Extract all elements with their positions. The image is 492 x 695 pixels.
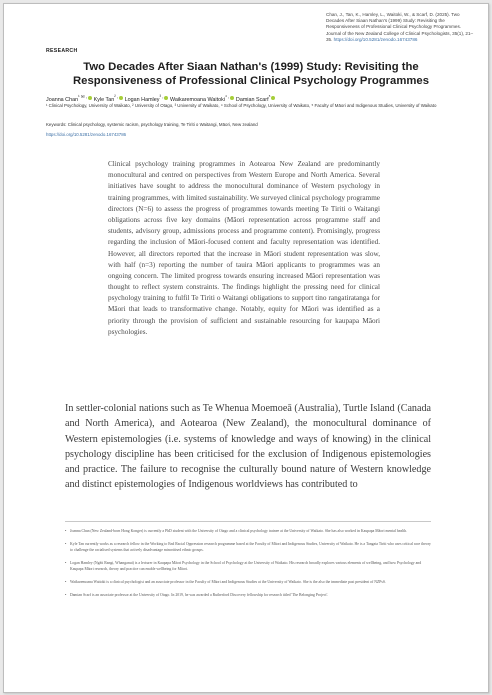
running-citation bbox=[326, 12, 476, 43]
footnote bbox=[65, 541, 431, 553]
footnote bbox=[65, 579, 431, 585]
author-affiliations: ¹ Clinical Psychology, University of Waikato, ² University of Otago, ³ University of Waikato, ⁴ School of Psychology, University of Waikato, ⁵ Faculty of Māori and Indigenous Studies, University of Waikato bbox=[46, 103, 437, 108]
author-name: Logan Hamley bbox=[124, 96, 160, 103]
footnote-divider bbox=[65, 521, 431, 522]
author-name: Kyle Tan bbox=[93, 96, 115, 103]
footnote bbox=[65, 560, 431, 572]
footnote-text: Kyle Tan currently works as a research fellow in the Working to End Racial Oppression research programme based at the Faculty of Māori and Indigenous Studies, University of Waikato. He is a Tangata Tiriti who uses critical race theory to challenge the racialised systems that actively disadvantage minoritised ethnic groups. bbox=[70, 542, 431, 552]
footnote-text: Joanna Chan (New Zealand-born Hong Konger) is currently a PhD student with the University of Otago and a clinical psychology trainee at the University of Waikato. She has also worked in Kaupapa Māori mental health. bbox=[70, 529, 408, 533]
author-name: Damian Scarf bbox=[235, 96, 269, 103]
footnote bbox=[65, 528, 431, 534]
bullet-icon: • bbox=[65, 561, 67, 565]
author-marks: ⁴ , bbox=[224, 94, 230, 99]
footnote-text: Logan Hamley (Ngāti Rangi, Whanganui) is a lecturer in Kaupapa Māori Psychology in the School of Psychology at the University of Waikato. His research broadly explores various elements of wellbeing, and how Psychology and Kaupapa Māori research, theory and practice can enable wellbeing for Māori. bbox=[70, 561, 422, 571]
orcid-icon[interactable] bbox=[164, 96, 168, 100]
bullet-icon: • bbox=[65, 593, 67, 597]
orcid-icon[interactable] bbox=[119, 96, 123, 100]
orcid-icon[interactable] bbox=[230, 96, 234, 100]
body-paragraph: In settler-colonial nations such as Te Whenua Moemoeā (Australia), Turtle Island (Canada and North America), and Aotearoa (New Zealand), the monocultural dominance of Western epistemologies (i.e. systems of knowledge and ways of knowing) in the clinical psychology discipline has been criticised for the exclusion of Indigenous epistemologies and practice. The failure to recognise the culturally bound nature of Western knowledge and distinct epistemologies of Indigenous worldviews has contributed to bbox=[65, 403, 431, 491]
citation-text: Chan, J., Tan, K., Hamley, L., Waitoki, W., & Scarf, D. (2025). Two Decades After Siaan Nathan's (1999) Study: Revisiting the Responsiveness of Professional Clinical Psychology Programmes. Journal of the New Zealand College of Clinical Psychologists, 35(1), 21–35. bbox=[326, 12, 474, 42]
article-title: Two Decades After Siaan Nathan's (1999) Study: Revisiting the Responsiveness of Professional Clinical Psychology Programmes bbox=[73, 61, 429, 87]
author-marks: ⁵ bbox=[268, 94, 271, 99]
author-footnotes bbox=[65, 528, 431, 605]
footnote bbox=[65, 592, 431, 598]
bullet-icon: • bbox=[65, 580, 67, 584]
journal-page bbox=[3, 3, 489, 693]
bullet-icon: • bbox=[65, 542, 67, 546]
doi-link[interactable]: https://doi.org/10.5281/zenodo.16743786 bbox=[46, 132, 127, 137]
author-name: Waikaremoana Waitoki bbox=[169, 96, 225, 103]
bullet-icon: • bbox=[65, 529, 67, 533]
author-marks: ³ , bbox=[159, 94, 164, 99]
citation-doi-link[interactable]: https://doi.org/10.5281/zenodo.16743786 bbox=[333, 36, 418, 42]
author-name: Joanna Chan bbox=[46, 96, 79, 103]
author-marks: ² , bbox=[114, 94, 119, 99]
author-marks: ¹ ✉ , bbox=[78, 94, 88, 99]
abstract: Clinical psychology training programmes in Aotearoa New Zealand are predominantly monocultural and centred on perspectives from Western Europe and North America. Several initiatives have sought to address the monocultural dominance of Western psychology in training programmes, with limited sustainability. We surveyed clinical psychology programme directors (N=6) to assess the progress of programmes towards meeting Te Tiriti o Waitangi obligations across five key domains (Māori representation across programme staff and students, advisory group, admissions process and programme content). Promisingly, progress regarding the inclusion of Māori-focused content and faculty representation was identified. However, all directors reported that the increase in Māori student representation was slow, with half (n=3) reporting the number of tauira Māori applicants to programmes was an ongoing concern. The limited progress towards ensuring increased Māori representation was thought to reflect system constraints. The findings highlight the pressing need for clinical psychology training to fulfil Te Tiriti o Waitangi obligations to support tino rangatiratanga for Māori that leads to transformative change. Notably, equity for Māori was identified as a priority through the provision of sufficient and sustainable resourcing for kaupapa Māori psychologies. bbox=[108, 160, 380, 336]
footnote-text: Waikaremoana Waitoki is a clinical psychologist and an associate professor in the Faculty of Māori and Indigenous Studies at the University of Waikato. She is the also the immediate past president of NZPsS. bbox=[70, 580, 386, 584]
orcid-icon[interactable] bbox=[88, 96, 92, 100]
footnote-text: Damian Scarf is an associate professor at the University of Otago. In 2019, he was awarded a Rutherford Discovery fellowship for research titled 'The Belonging Project'. bbox=[70, 593, 329, 597]
section-label: RESEARCH bbox=[46, 48, 78, 54]
orcid-icon[interactable] bbox=[268, 94, 275, 100]
keywords: Keywords: Clinical psychology, systemic racism, psychology training, Te Tiriti o Waitangi, Māori, New zealand bbox=[46, 122, 258, 127]
